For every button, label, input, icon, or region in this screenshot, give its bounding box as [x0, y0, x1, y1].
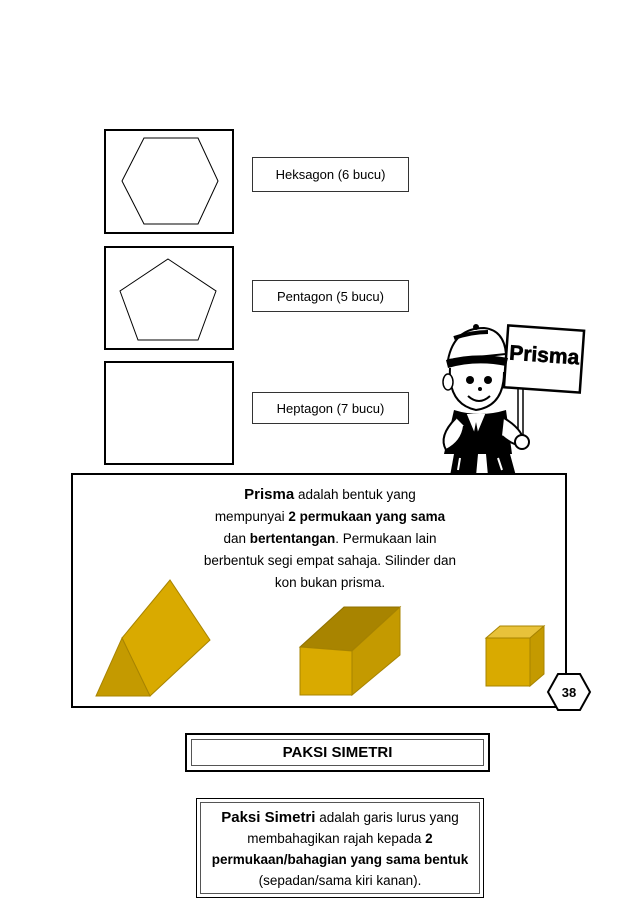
pentagon-box — [104, 246, 234, 350]
hexagon-box — [104, 129, 234, 234]
paksi-text-2: (sepadan/sama kiri kanan). — [258, 873, 422, 888]
section-heading: PAKSI SIMETRI — [191, 739, 484, 766]
prisma-term: Prisma — [244, 486, 295, 503]
heptagon-box — [104, 361, 234, 465]
section-heading-box — [185, 733, 490, 772]
paksi-definition — [200, 802, 480, 894]
rectangular-prism-icon — [296, 603, 404, 697]
page-number: 38 — [561, 684, 577, 700]
page-number-badge — [546, 672, 592, 712]
heptagon-icon — [106, 363, 232, 463]
paksi-bold-1: 2 permukaan/bahagian yang sama bentuk — [211, 831, 469, 867]
prisma-bold-2: bertentangan — [249, 531, 336, 546]
shape-label-pentagon: Pentagon (5 bucu) — [252, 280, 409, 312]
prisma-text-3: dan — [223, 531, 250, 546]
prisma-bold-1: 2 permukaan yang sama — [288, 509, 446, 524]
prisma-definition — [196, 484, 464, 594]
prisma-text-2: mempunyai — [214, 509, 289, 524]
paksi-term: Paksi Simetri — [221, 809, 316, 826]
paksi-definition-box — [196, 798, 484, 898]
triangular-prism-icon — [92, 578, 214, 698]
shape-label-hexagon: Heksagon (6 bucu) — [252, 157, 409, 192]
prisma-text-4: . Permukaan lain berbentuk segi empat sahaja. Silinder dan kon bukan prisma. — [203, 531, 457, 590]
prisma-text-1: adalah bentuk yang — [294, 487, 416, 502]
mascot-sign-text: Prisma — [508, 341, 580, 370]
paksi-text-1: adalah garis lurus yang membahagikan rajah kepada — [247, 810, 459, 846]
shape-label-heptagon: Heptagon (7 bucu) — [252, 392, 409, 424]
cube-icon — [482, 624, 548, 690]
pentagon-icon — [106, 248, 232, 348]
mascot-illustration — [432, 318, 592, 480]
hexagon-icon — [106, 131, 232, 232]
